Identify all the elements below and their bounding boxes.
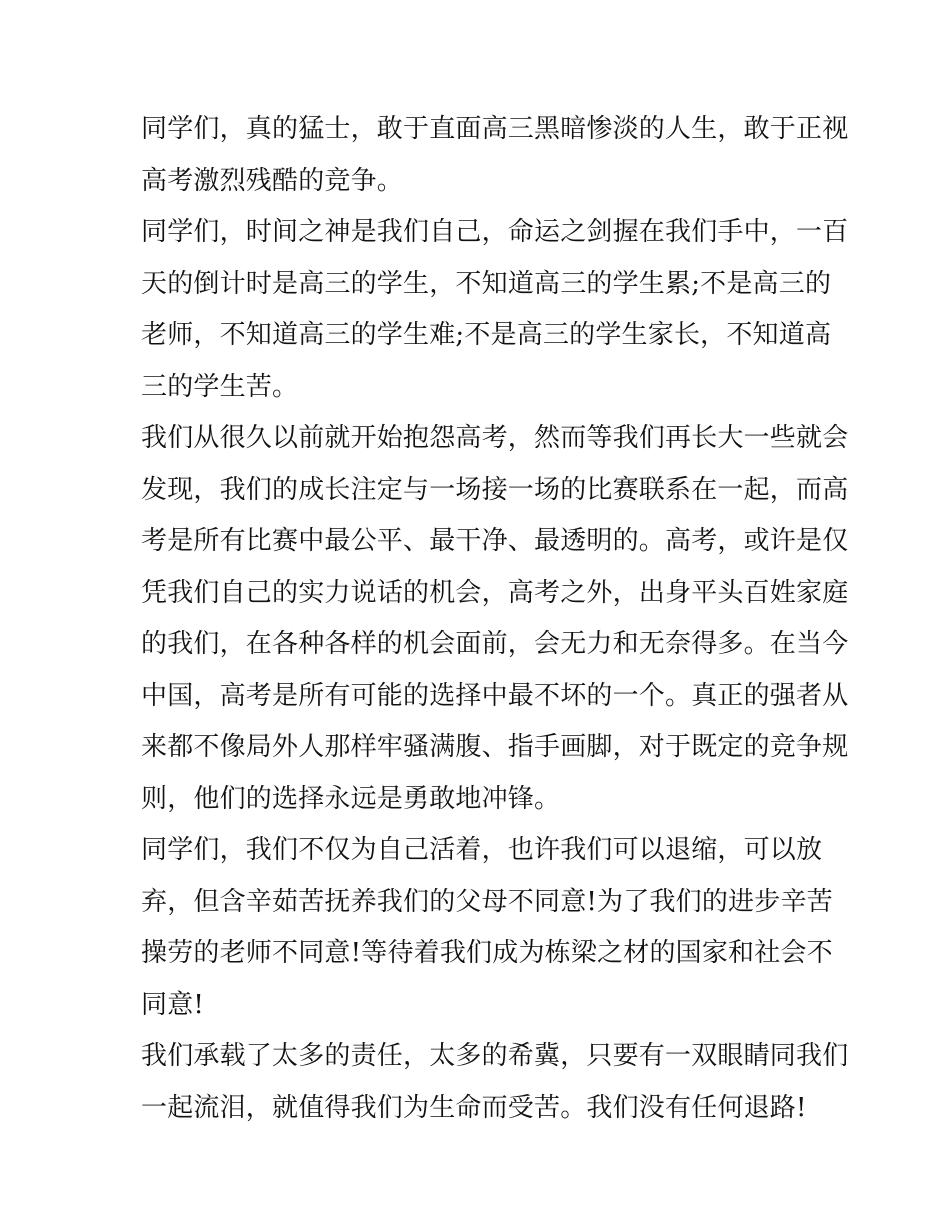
text-line: 天的倒计时是高三的学生，不知道高三的学生累;不是高三的 bbox=[141, 268, 832, 299]
text-line: 来都不像局外人那样牢骚满腹、指手画脚，对于既定的竞争规 bbox=[141, 732, 849, 762]
text-line: 弃，但含辛茹苦抚养我们的父母不同意!为了我们的进步辛苦 bbox=[141, 886, 833, 917]
text-line: 则，他们的选择永远是勇敢地冲锋。 bbox=[141, 783, 561, 814]
text-line: 我们从很久以前就开始抱怨高考，然而等我们再长大一些就会 bbox=[141, 423, 849, 453]
text-line: 发现，我们的成长注定与一场接一场的比赛联系在一起，而高 bbox=[141, 474, 849, 505]
text-line: 高考激烈残酷的竞争。 bbox=[141, 165, 404, 196]
text-line: 考是所有比赛中最公平、最干净、最透明的。高考，或许是仅 bbox=[141, 526, 849, 556]
text-line: 三的学生苦。 bbox=[141, 371, 299, 402]
text-line: 同意! bbox=[141, 989, 205, 1020]
text-line: 同学们，时间之神是我们自己，命运之剑握在我们手中，一百 bbox=[141, 217, 849, 247]
text-line: 老师，不知道高三的学生难;不是高三的学生家长，不知道高 bbox=[141, 320, 832, 350]
text-line: 操劳的老师不同意!等待着我们成为栋梁之材的国家和社会不 bbox=[141, 938, 833, 968]
paragraph-5 bbox=[141, 1031, 849, 1134]
text-line: 同学们，真的猛士，敢于直面高三黑暗惨淡的人生，敢于正视 bbox=[141, 114, 849, 144]
text-line: 凭我们自己的实力说话的机会，高考之外，出身平头百姓家庭 bbox=[141, 577, 849, 608]
text-line: 的我们，在各种各样的机会面前，会无力和无奈得多。在当今 bbox=[141, 629, 849, 659]
paragraph-3 bbox=[141, 413, 849, 825]
text-line: 中国，高考是所有可能的选择中最不坏的一个。真正的强者从 bbox=[141, 680, 849, 711]
text-line: 一起流泪，就值得我们为生命而受苦。我们没有任何退路! bbox=[141, 1092, 807, 1123]
paragraph-1 bbox=[141, 104, 849, 207]
body-text bbox=[141, 104, 849, 1134]
text-line: 我们承载了太多的责任，太多的希冀，只要有一双眼睛同我们 bbox=[141, 1041, 849, 1071]
text-line: 同学们，我们不仅为自己活着，也许我们可以退缩，可以放 bbox=[141, 835, 823, 865]
paragraph-2 bbox=[141, 207, 849, 413]
paragraph-4 bbox=[141, 825, 833, 1031]
